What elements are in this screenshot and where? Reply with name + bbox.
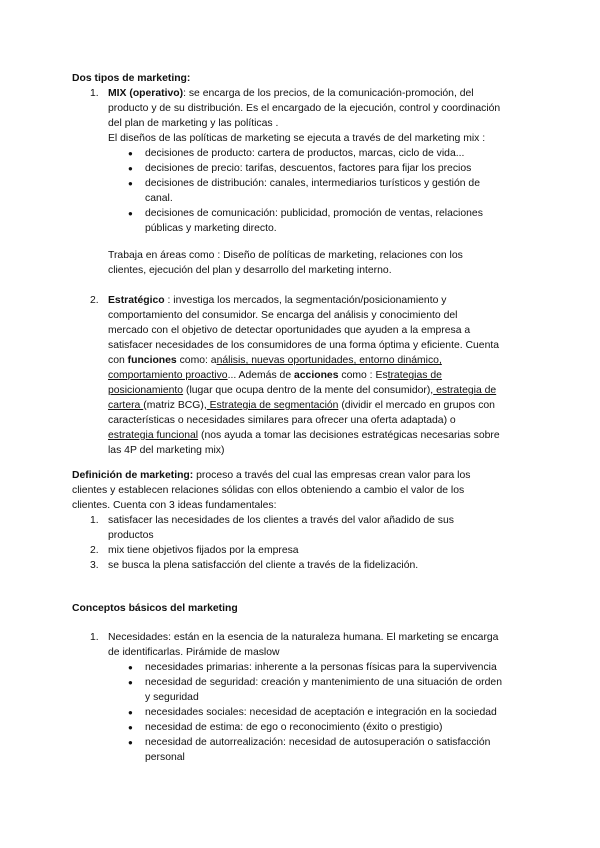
definicion-line-1: Definición de marketing: proceso a través del cual las empresas crean valor para los [72,470,471,481]
mix-bullet: decisiones de distribución: canales, intermediarios turísticos y gestión de [145,178,480,189]
conceptos-line-2: de identificarlas. Pirámide de maslow [108,647,280,658]
estrategico-line-6: comportamiento proactivo... Además de acciones como : Estrategias de [108,370,442,381]
estrategico-line-1: Estratégico : investiga los mercados, la segmentación/posicionamiento y [108,295,447,306]
mix-line-1: MIX (operativo): se encarga de los precios, de la comunicación-promoción, del [108,88,474,99]
mix-line-4: El diseños de las políticas de marketing se ejecuta a través de del marketing mix : [108,133,486,144]
definicion-line-2: clientes y establecen relaciones sólidas con ellos obteniendo a cambio el valor de los [72,485,465,496]
mix-bullet: decisiones de precio: tarifas, descuentos, factores para fijar los precios [145,163,472,174]
mix-bullet-cont: públicas y marketing directo. [145,223,277,234]
mix-trabaja-2: clientes, ejecución del plan y desarrollo del marketing interno. [108,265,392,276]
definicion-item: satisfacer las necesidades de los clientes a través del valor añadido de sus [108,515,454,526]
estrategico-line-11: las 4P del marketing mix) [108,445,225,456]
conceptos-line-1: Necesidades: están en la esencia de la naturaleza humana. El marketing se encarga [108,632,499,643]
definicion-item: mix tiene objetivos fijados por la empresa [108,545,299,556]
list-number: 1. [90,515,99,526]
bullet-icon: ● [128,723,133,732]
estrategico-line-3: mercado con el objetivo de detectar oportunidades que ayuden a la empresa a [108,325,471,336]
estrategico-line-4: satisfacer necesidades de los consumidores de una forma óptima y eficiente. Cuenta [108,340,500,351]
estrategico-line-10: estrategia funcional (nos ayuda a tomar las decisiones estratégicas necesarias sobre [108,430,500,441]
bullet-icon: ● [128,663,133,672]
mix-line-3: del plan de marketing y las políticas . [108,118,279,129]
list-number: 1. [90,88,99,99]
estrategico-line-7: posicionamiento (lugar que ocupa dentro de la mente del consumidor), estrategia de [108,385,497,396]
mix-bullet: decisiones de comunicación: publicidad, promoción de ventas, relaciones [145,208,483,219]
section-heading-tipos: Dos tipos de marketing: [72,73,191,84]
estrategico-line-8: cartera (matriz BCG), Estrategia de segmentación (dividir el mercado en grupos con [108,400,495,411]
bullet-icon: ● [128,179,133,188]
section-heading-conceptos: Conceptos básicos del marketing [72,603,238,614]
conceptos-bullet-cont: y seguridad [145,692,199,703]
list-number: 2. [90,545,99,556]
list-number: 1. [90,632,99,643]
list-number: 3. [90,560,99,571]
bullet-icon: ● [128,708,133,717]
conceptos-bullet: necesidad de autorrealización: necesidad de autosuperación o satisfacción [145,737,491,748]
definicion-item-cont: productos [108,530,154,541]
bullet-icon: ● [128,678,133,687]
estrategico-line-5: con funciones como: análisis, nuevas oportunidades, entorno dinámico, [108,355,442,366]
bullet-icon: ● [128,209,133,218]
conceptos-bullet-cont: personal [145,752,185,763]
definicion-item: se busca la plena satisfacción del cliente a través de la fidelización. [108,560,419,571]
definicion-line-3: clientes. Cuenta con 3 ideas fundamentales: [72,500,277,511]
bullet-icon: ● [128,149,133,158]
mix-line-2: producto y de su distribución. Es el encargado de la ejecución, control y coordinación [108,103,501,114]
estrategico-line-9: características o necesidades similares para ofrecer una oferta adaptada) o [108,415,456,426]
mix-bullet-cont: canal. [145,193,173,204]
bullet-icon: ● [128,738,133,747]
mix-trabaja-1: Trabaja en áreas como : Diseño de políticas de marketing, relaciones con los [108,250,463,261]
list-number: 2. [90,295,99,306]
conceptos-bullet: necesidad de estima: de ego o reconocimiento (éxito o prestigio) [145,722,443,733]
bullet-icon: ● [128,164,133,173]
conceptos-bullet: necesidades primarias: inherente a la personas físicas para la supervivencia [145,662,497,673]
conceptos-bullet: necesidades sociales: necesidad de aceptación e integración en la sociedad [145,707,497,718]
mix-bullet: decisiones de producto: cartera de productos, marcas, ciclo de vida... [145,148,465,159]
conceptos-bullet: necesidad de seguridad: creación y mantenimiento de una situación de orden [145,677,502,688]
estrategico-line-2: comportamiento del consumidor. Se encarga del análisis y conocimiento del [108,310,458,321]
